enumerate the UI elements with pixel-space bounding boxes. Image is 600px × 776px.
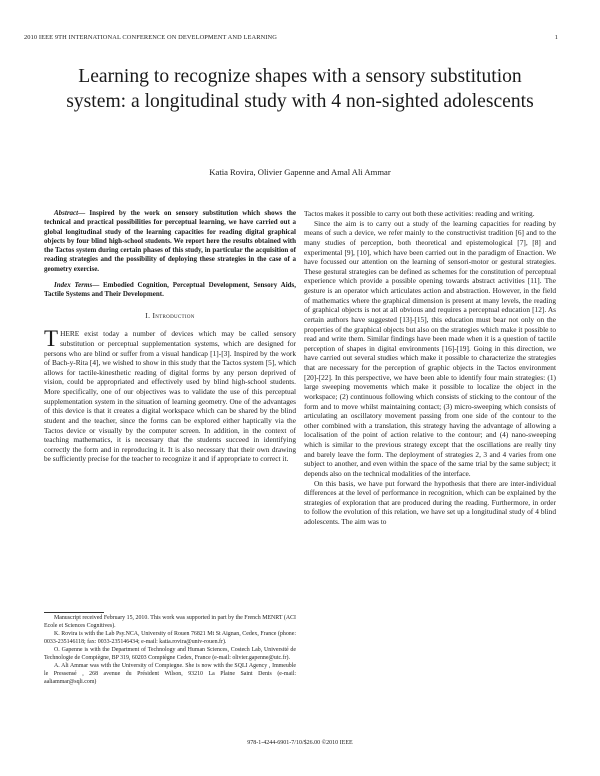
footnotes	[44, 614, 296, 686]
drop-cap: T	[44, 326, 59, 352]
intro-first-word: HERE	[60, 329, 80, 339]
intro-paragraph	[44, 326, 296, 464]
footnote-rule	[44, 612, 104, 613]
footnote-received: Manuscript received February 15, 2010. This work was supported in part by the French MENRT (ACI Ecole et Sciences Cognitives).	[44, 615, 296, 629]
abstract-label: Abstract	[54, 209, 79, 217]
copyright-footer: 978-1-4244-6901-7/10/$26.00 ©2010 IEEE	[247, 740, 353, 746]
index-terms-text: — Embodied Cognition, Perceptual Development, Sensory Aids, Tactile Systems and Their Development.	[44, 281, 297, 299]
body-paragraph: Since the aim is to carry out a study of the learning capacities for reading by means of such a device, we refer mainly to the constructivist tradition [6] and to the many studies of perception, both theoretical and epistemological [7], [8] and experimental [9], [10], which have been carried out in the paradigm of Enaction. We have focussed our attention on the learning of sensori-motor or gestural strategies. These gestural strategies can be defined as schemes for the constitution of perceptual experience which provide a possible opening towards abstract activities [11]. The gesture is an operator which articulates action and abstraction. However, in the field of mathematics where the graphical dimension is present at many levels, the reading of graphical objects is not at all obvious and requires a perceptual education [12]. As certain authors have suggested [13]-[15], this education must bear not only on the properties of the graphical objects but also on the strategies which make it possible to read and write them. Similar findings have been made when it is a question of tactile perception of shapes in digital environments [16]-[19]. Going in this direction, we have carried out several studies which make it possible to characterize the strategies that are necessary for the perception of graphic objects in the Tactos environment [20]-[22]. In this perspective, we have been able to identify four main strategies: (1) large sweeping movements which make it possible to localize the object in the workspace; (2) continuous following which consists of sticking to the contour of the form and to move whilst maintaining contact; (3) micro-sweeping which consists of articulating an oscillatory movement passing from one side of the contour to the other combined with a translation, this strategy having the advantage of allowing a localisation of the point of action relative to the contour; and (4) nano-sweeping which is similar to the previous strategy except that the oscillations are really tiny and barely leave the form. The deployment of strategies 2, 3 and 4 varies from one subject to another, and even within the space of the same trial by the same subject; it depends also on the technical modalities of the interface.	[304, 218, 556, 478]
index-terms	[44, 281, 296, 300]
paper-title: Learning to recognize shapes with a sensory substitution system: a longitudinal study with 4 non-sighted adolescents	[66, 66, 534, 112]
section-numeral: I.	[145, 310, 151, 320]
footnote-author-gapenne: O. Gapenne is with the Department of Technology and Human Sciences, Costech Lab, Université de Technologie de Compiègne, BP 319, 60203 Compiègne Cedex, France (e-mail: olivier.gapenne@utc.fr).	[44, 647, 296, 661]
body-paragraph: On this basis, we have put forward the hypothesis that there are inter-individual differences at the level of performance in recognition, which can be explained by the strategies of exploration that are produced during the reading. Furthermore, in order to follow the evolution of this relation, we have set up a longitudinal study of 4 blind adolescents. The aim was to	[304, 478, 556, 526]
abstract	[44, 209, 296, 274]
body-paragraph: Tactos makes it possible to carry out both these activities: reading and writing.	[304, 209, 535, 218]
footnote-author-rovira: K. Rovira is with the Lab Psy.NCA, University of Rouen 76821 Mt St Aignan, Cedex, France (phone: 0033-235146118; fax: 0033-235146434; e-mail: katia.rovira@univ-rouen.fr).	[44, 631, 296, 645]
author-list: Katia Rovira, Olivier Gapenne and Amal Ali Ammar	[209, 167, 391, 177]
right-column	[304, 209, 556, 527]
index-terms-label: Index Terms	[54, 281, 93, 290]
intro-text: exist today a number of devices which may be called sensory substitution or perceptual supplementation systems, which are designed for persons who are blind or suffer from a visual handicap [1]-[3]. Inspired by the work of Bach-y-Rita [4], we wished to show in this study that the Tactos system [5], which allows for tactile-kinesthetic reading of digital forms by any person deprived of vision, could be appropriated and effectively used by blind high-school students. More specifically, one of our objectives was to validate the use of this perceptual supplementation system in the situation of learning geometry. One of the advantages of this device is that it creates a digital workspace which can be shared by the blind student and the teacher, since the forms can be explored either haptically via the Tactos device or visually by the computer screen. In addition, in the context of teaching mathematics, it is necessary that the students succeed in identifying correctly the form and in reproducing it. It is also necessary that their own drawing be sufficiently precise for the teacher to recognize it and if appropriate to correct it.	[44, 329, 296, 464]
page-number: 1	[554, 34, 558, 41]
section-heading	[44, 311, 296, 321]
section-title: Introduction	[152, 310, 195, 320]
footnote-author-ammar: A. Ali Ammar was with the University of Compiegne. She is now with the SQLI Agency , Immeuble le Pressensé , 268 avenue du Président Wilson, 93210 La Plaine Saint Denis (e-mail: aaliammar@sqli.com)	[44, 663, 296, 685]
running-header	[24, 34, 558, 41]
abstract-text: — Inspired by the work on sensory substitution which shows the technical and practical possibilities for perceptual learning, we have carried out a global longitudinal study of the learning capacities for reading digital graphical objects by four blind high-school students. We report here the results obtained with the Tactos system during certain phases of this study, in particular the acquisition of reading strategies and the possibility of deploying these strategies in the case of a geometry exercise.	[44, 209, 296, 273]
conference-name: 2010 IEEE 9TH INTERNATIONAL CONFERENCE ON DEVELOPMENT AND LEARNING	[24, 34, 277, 41]
left-column	[44, 209, 296, 464]
